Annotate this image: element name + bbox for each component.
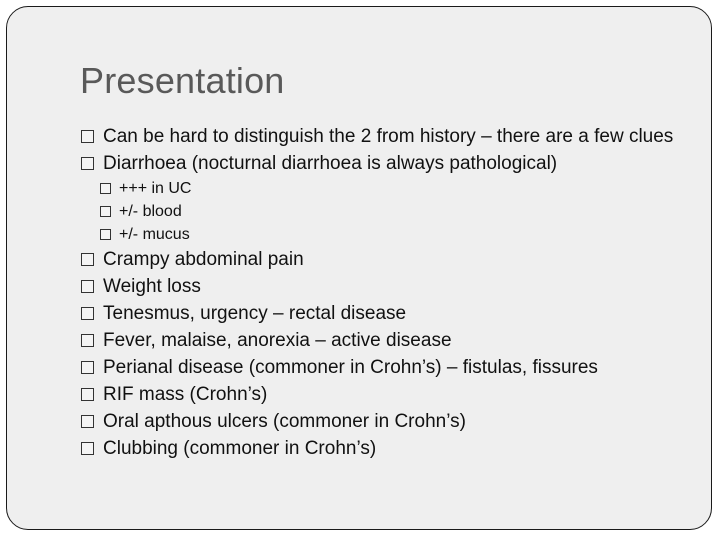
checkbox-icon	[81, 388, 94, 401]
checkbox-icon	[100, 229, 111, 240]
checkbox-icon	[81, 361, 94, 374]
bullet-text: Fever, malaise, anorexia – active disease	[103, 330, 452, 351]
bullet-text: Tenesmus, urgency – rectal disease	[103, 303, 407, 324]
checkbox-icon	[81, 334, 94, 347]
checkbox-icon	[81, 130, 94, 143]
bullet-text: Clubbing (commoner in Crohn’s)	[103, 438, 377, 459]
sub-item-text: +/- mucus	[119, 226, 190, 243]
bullet-text: Weight loss	[103, 276, 201, 297]
sub-item-text: +/- blood	[119, 203, 182, 220]
bullet-text: Crampy abdominal pain	[103, 249, 304, 270]
checkbox-icon	[100, 183, 111, 194]
checkbox-icon	[81, 280, 94, 293]
sub-item-uc	[80, 177, 690, 200]
bullet-item-diarrhoea	[80, 153, 690, 175]
bullet-item-distinguish	[80, 126, 690, 148]
checkbox-icon	[81, 157, 94, 170]
bullet-text: Perianal disease (commoner in Crohn’s) – fistulas, fissures	[103, 357, 598, 378]
bullet-text: Diarrhoea (nocturnal diarrhoea is always pathological)	[103, 153, 558, 174]
checkbox-icon	[81, 307, 94, 320]
bullet-item-fever	[80, 330, 690, 352]
bullet-item-rif-mass	[80, 384, 690, 406]
checkbox-icon	[81, 415, 94, 428]
bullet-item-clubbing	[80, 438, 690, 460]
bullet-item-perianal	[80, 357, 690, 379]
slide-title: Presentation	[80, 60, 285, 101]
bullet-list	[80, 126, 690, 465]
sub-item-mucus	[80, 223, 690, 246]
bullet-item-oral-ulcers	[80, 411, 690, 433]
bullet-text: Oral apthous ulcers (commoner in Crohn’s)	[103, 411, 466, 432]
checkbox-icon	[81, 253, 94, 266]
bullet-item-weight-loss	[80, 276, 690, 298]
checkbox-icon	[81, 442, 94, 455]
bullet-item-tenesmus	[80, 303, 690, 325]
bullet-item-crampy-pain	[80, 249, 690, 271]
bullet-text: Can be hard to distinguish the 2 from history – there are a few clues	[103, 126, 674, 147]
diarrhoea-sublist	[80, 177, 690, 246]
bullet-text: RIF mass (Crohn’s)	[103, 384, 268, 405]
sub-item-blood	[80, 200, 690, 223]
sub-item-text: +++ in UC	[119, 180, 192, 197]
checkbox-icon	[100, 206, 111, 217]
